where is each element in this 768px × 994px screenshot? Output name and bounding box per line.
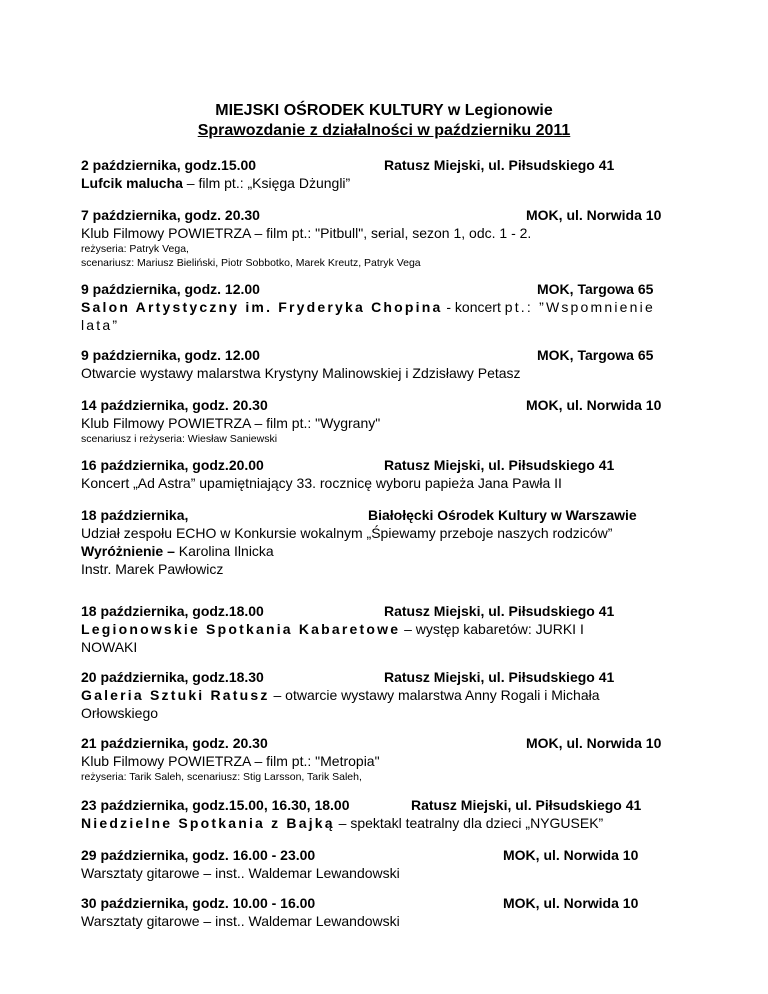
event-date: 18 października, [81, 507, 189, 523]
event-date: 7 października, godz. 20.30 [81, 207, 260, 223]
event-entry [81, 796, 681, 832]
event-date: 23 października, godz.15.00, 16.30, 18.00 [81, 797, 350, 813]
event-note: scenariusz: Mariusz Bieliński, Piotr Sobbotko, Marek Kreutz, Patryk Vega [81, 257, 421, 269]
event-place: MOK, Targowa 65 [537, 281, 654, 297]
event-place: Ratusz Miejski, ul. Piłsudskiego 41 [384, 603, 615, 619]
event-date: 2 października, godz.15.00 [81, 157, 257, 173]
event-entry [81, 456, 681, 492]
event-entry [81, 346, 681, 382]
event-date: 21 października, godz. 20.30 [81, 735, 268, 751]
event-date: 14 października, godz. 20.30 [81, 397, 268, 413]
event-note: reżyseria: Patryk Vega, [81, 243, 189, 255]
event-date: 30 października, godz. 10.00 - 16.00 [81, 895, 316, 911]
event-description: – występ kabaretów: JURKI I NOWAKI [81, 621, 584, 655]
event-title: Niedzielne Spotkania z Bajką [81, 815, 335, 831]
event-entry [81, 156, 681, 192]
event-description: Klub Filmowy POWIETRZA – film pt.: "Metropia" [81, 753, 380, 769]
award-value: Karolina Ilnicka [174, 543, 274, 559]
event-entry [81, 506, 681, 578]
event-description: Udział zespołu ECHO w Konkursie wokalnym „Śpiewamy przeboje naszych rodziców” [81, 525, 613, 541]
event-description: Klub Filmowy POWIETRZA – film pt.: "Wygrany" [81, 415, 381, 431]
event-place: MOK, ul. Norwida 10 [526, 735, 662, 751]
event-date: 16 października, godz.20.00 [81, 457, 264, 473]
event-description: – spektakl teatralny dla dzieci „NYGUSEK” [334, 815, 604, 831]
event-title: Lufcik malucha [81, 175, 183, 191]
event-title: Salon Artystyczny im. Fryderyka Chopina [81, 299, 443, 315]
event-place: MOK, Targowa 65 [537, 347, 654, 363]
event-title: Galeria Sztuki Ratusz [81, 687, 270, 703]
event-title: Legionowskie Spotkania Kabaretowe [81, 621, 401, 637]
event-note: scenariusz i reżyseria: Wiesław Saniewski [81, 433, 278, 445]
event-entry [81, 280, 681, 334]
event-note: reżyseria: Tarik Saleh, scenariusz: Stig Larsson, Tarik Saleh, [81, 771, 362, 783]
document-title: MIEJSKI OŚRODEK KULTURY w Legionowie [215, 102, 553, 119]
event-date: 9 października, godz. 12.00 [81, 347, 260, 363]
event-description: – film pt.: „Księga Dżungli” [182, 175, 351, 191]
event-description: Warsztaty gitarowe – inst.. Waldemar Lewandowski [81, 913, 400, 929]
event-place: Białołęcki Ośrodek Kultury w Warszawie [368, 507, 637, 523]
document-subtitle: Sprawozdanie z działalności w październiku 2011 [197, 122, 571, 139]
event-entry [81, 206, 681, 270]
event-place: Ratusz Miejski, ul. Piłsudskiego 41 [384, 669, 615, 685]
event-entry [81, 396, 681, 446]
event-place: MOK, ul. Norwida 10 [503, 895, 639, 911]
event-description: Otwarcie wystawy malarstwa Krystyny Malinowskiej i Zdzisławy Petasz [81, 365, 521, 381]
event-place: Ratusz Miejski, ul. Piłsudskiego 41 [384, 457, 615, 473]
event-date: 20 października, godz.18.30 [81, 669, 264, 685]
event-description: – otwarcie wystawy malarstwa Anny Rogali i Michała Orłowskiego [81, 687, 600, 721]
event-date: 29 października, godz. 16.00 - 23.00 [81, 847, 316, 863]
event-place: Ratusz Miejski, ul. Piłsudskiego 41 [384, 157, 615, 173]
event-description: Klub Filmowy POWIETRZA – film pt.: "Pitbull", serial, sezon 1, odc. 1 - 2. [81, 225, 532, 241]
event-date: 9 października, godz. 12.00 [81, 281, 260, 297]
event-entry [81, 734, 681, 784]
event-description-continued: pt.: ”Wspomnienie lata” [81, 299, 655, 333]
award-label: Wyróżnienie – [81, 543, 175, 559]
event-description: - koncert [442, 299, 505, 315]
event-place: Ratusz Miejski, ul. Piłsudskiego 41 [411, 797, 642, 813]
event-place: MOK, ul. Norwida 10 [503, 847, 639, 863]
event-description: Warsztaty gitarowe – inst.. Waldemar Lewandowski [81, 865, 400, 881]
event-date: 18 października, godz.18.00 [81, 603, 264, 619]
event-entry [81, 846, 681, 882]
instructor: Instr. Marek Pawłowicz [81, 561, 224, 577]
event-place: MOK, ul. Norwida 10 [526, 207, 662, 223]
event-entry [81, 602, 681, 656]
event-entry [81, 668, 681, 722]
event-place: MOK, ul. Norwida 10 [526, 397, 662, 413]
event-entry [81, 894, 681, 930]
event-description: Koncert „Ad Astra” upamiętniający 33. rocznicę wyboru papieża Jana Pawła II [81, 475, 562, 491]
